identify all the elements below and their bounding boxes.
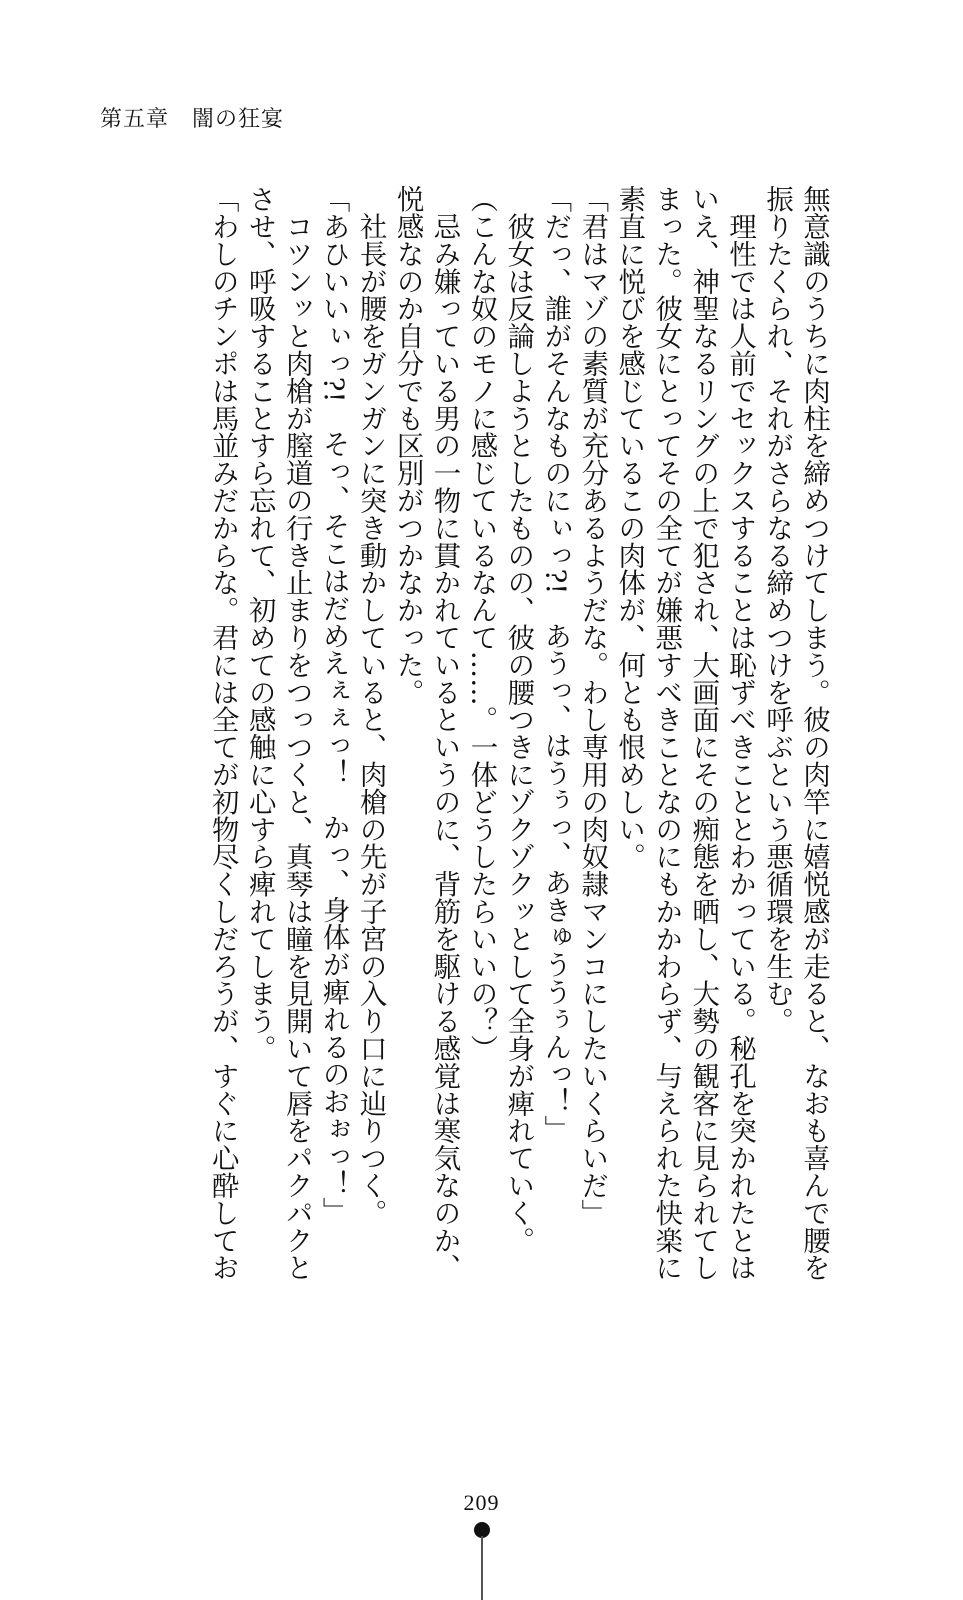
text-line: 「だっ、誰がそんなものにぃっ?! あうっ、はうぅっ、あきゅううぅんっ！」	[539, 185, 571, 1143]
running-head-chapter-title: 第五章 闇の狂宴	[100, 107, 285, 132]
text-line: させ、呼吸することすら忘れて、初めての感触に心すら痺れてしまう。	[243, 185, 275, 1062]
text-line: 「君はマゾの素質が充分あるようだな。わし専用の肉奴隷マンコにしたいくらいだ」	[576, 185, 608, 1227]
vertical-body-text	[111, 185, 831, 1315]
text-line: 「あひいいぃっ?! そっ、そこはだめえぇぇっ！ かっ、身体が痺れるのおぉっ！」	[317, 185, 349, 1225]
text-line: 無意識のうちに肉柱を締めつけてしまう。彼の肉竿に嬉悦感が走ると、なおも喜んで腰を	[798, 185, 829, 1281]
page-number: 209	[463, 1490, 500, 1515]
text-line: 悦感なのか自分でも区別がつかなかった。	[391, 185, 423, 706]
text-line: 理性では人前でセックスすることは恥ずべきこととわかっている。秘孔を突かれたとは	[724, 185, 756, 1281]
text-line: いえ、神聖なるリングの上で犯され、大画面にその痴態を晒し、大勢の観客に見られてし	[687, 185, 719, 1281]
text-line: （こんな奴のモノに感じているなんて……。一体どうしたらいいの？）	[465, 185, 497, 1062]
text-line: 「わしのチンポは馬並みだからな。君には全てが初物尽くしだろうが、すぐに心酔してお	[206, 185, 238, 1281]
page-marker-rule	[481, 1536, 483, 1600]
text-line: コツンッと肉槍が膣道の行き止まりをつっつくと、真琴は瞳を見開いて唇をパクパクと	[280, 185, 312, 1281]
text-line: 振りたくられ、それがさらなる締めつけを呼ぶという悪循環を生む。	[761, 185, 793, 1035]
text-line: まった。彼女にとってその全てが嫌悪すべきことなのにもかかわらず、与えられた快楽に	[650, 185, 682, 1281]
text-line: 社長が腰をガンガンに突き動かしていると、肉槍の先が子宮の入り口に辿りつく。	[354, 185, 386, 1227]
text-line: 忌み嫌っている男の一物に貫かれているというのに、背筋を駆ける感覚は寒気なのか、	[428, 185, 460, 1281]
text-line: 彼女は反論しようとしたものの、彼の腰つきにゾクゾクッとして全身が痺れていく。	[502, 185, 534, 1254]
text-line: 素直に悦びを感じているこの肉体が、何とも恨めしい。	[613, 185, 645, 870]
